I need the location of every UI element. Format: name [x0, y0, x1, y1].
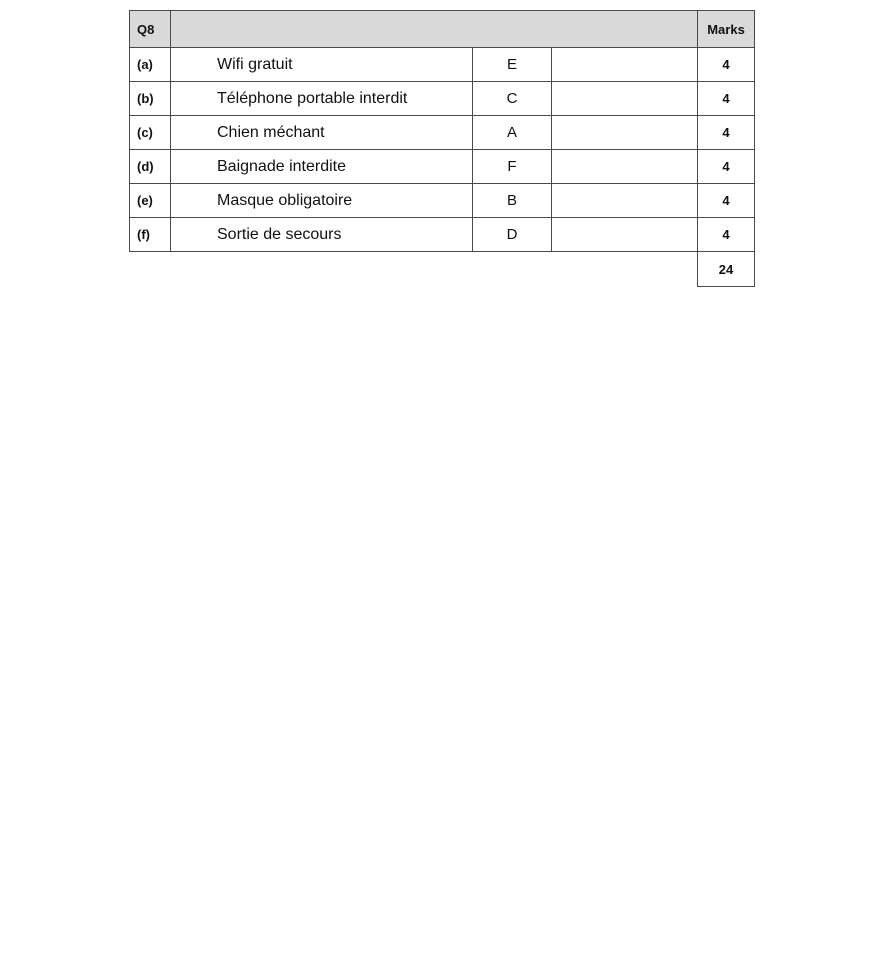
part-label: (b) — [130, 82, 171, 116]
total-row — [130, 252, 755, 287]
marks-header: Marks — [698, 11, 755, 48]
table-row — [130, 218, 755, 252]
table-header-row — [130, 11, 755, 48]
question-number: Q8 — [130, 11, 171, 48]
answer-blank-cell — [552, 48, 698, 82]
mark-value: 4 — [698, 116, 755, 150]
part-label: (e) — [130, 184, 171, 218]
table-row — [130, 150, 755, 184]
part-label: (a) — [130, 48, 171, 82]
answer-blank-cell — [552, 82, 698, 116]
mark-scheme-table — [129, 10, 755, 287]
answer-letter: B — [473, 184, 552, 218]
answer-letter: D — [473, 218, 552, 252]
total-marks: 24 — [698, 252, 755, 287]
item-text: Wifi gratuit — [171, 48, 473, 82]
answer-letter: C — [473, 82, 552, 116]
mark-value: 4 — [698, 218, 755, 252]
item-text: Sortie de secours — [171, 218, 473, 252]
answer-letter: F — [473, 150, 552, 184]
table-row — [130, 82, 755, 116]
item-text: Baignade interdite — [171, 150, 473, 184]
mark-value: 4 — [698, 48, 755, 82]
part-label: (d) — [130, 150, 171, 184]
answer-blank-cell — [552, 218, 698, 252]
answer-blank-cell — [552, 150, 698, 184]
item-text: Masque obligatoire — [171, 184, 473, 218]
table-row — [130, 116, 755, 150]
header-blank-cell — [171, 11, 698, 48]
answer-letter: E — [473, 48, 552, 82]
mark-value: 4 — [698, 82, 755, 116]
total-spacer — [130, 252, 698, 287]
answer-blank-cell — [552, 116, 698, 150]
table-row — [130, 184, 755, 218]
mark-value: 4 — [698, 184, 755, 218]
mark-value: 4 — [698, 150, 755, 184]
part-label: (c) — [130, 116, 171, 150]
table-row — [130, 48, 755, 82]
part-label: (f) — [130, 218, 171, 252]
answer-blank-cell — [552, 184, 698, 218]
item-text: Téléphone portable interdit — [171, 82, 473, 116]
answer-letter: A — [473, 116, 552, 150]
item-text: Chien méchant — [171, 116, 473, 150]
